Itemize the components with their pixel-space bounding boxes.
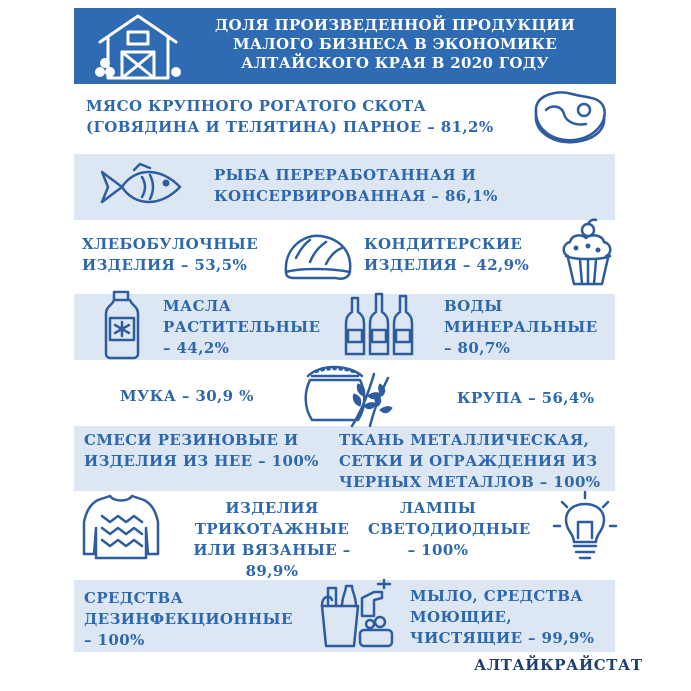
item-oil — [163, 296, 320, 359]
bottles-icon — [344, 292, 416, 358]
item-water — [444, 296, 598, 359]
item-water-line: – 80,7% — [444, 339, 511, 357]
item-metal-line: ТКАНЬ МЕТАЛЛИЧЕСКАЯ, — [339, 431, 590, 449]
item-metal-line: ЧЕРНЫХ МЕТАЛЛОВ – 100% — [339, 473, 601, 491]
item-oil-line: МАСЛА — [163, 297, 232, 315]
item-knit-line: ТРИКОТАЖНЫЕ — [194, 520, 350, 538]
item-metal-line: СЕТКИ И ОГРАЖДЕНИЯ ИЗ — [339, 452, 598, 470]
item-disinfect-line: СРЕДСТВА — [84, 589, 184, 607]
item-fish — [214, 165, 498, 207]
item-rubber-line: СМЕСИ РЕЗИНОВЫЕ И — [84, 431, 299, 449]
item-flour — [120, 386, 254, 407]
item-water-line: МИНЕРАЛЬНЫЕ — [444, 318, 598, 336]
item-rubber-line: ИЗДЕЛИЯ ИЗ НЕЕ – 100% — [84, 452, 319, 470]
item-knit-line: 89,9% — [245, 562, 299, 580]
light-bulb-icon — [552, 488, 618, 562]
item-knit-line: ИЗДЕЛИЯ — [225, 499, 319, 517]
item-knitwear — [188, 498, 356, 582]
item-confect-line: КОНДИТЕРСКИЕ — [364, 235, 523, 253]
oil-bottle-icon — [100, 290, 144, 360]
item-bread — [82, 234, 258, 276]
item-disinfectant — [84, 588, 293, 651]
item-fish-line: КОНСЕРВИРОВАННАЯ – 86,1% — [214, 187, 498, 205]
item-confect-line: ИЗДЕЛИЯ – 42,9% — [364, 256, 530, 274]
item-soap-line: МОЮЩИЕ, — [410, 608, 512, 626]
item-lamps-line: – 100% — [407, 541, 469, 559]
item-bread-line: ИЗДЕЛИЯ – 53,5% — [82, 256, 248, 274]
item-disinfect-line: – 100% — [84, 631, 145, 649]
item-flour-line: МУКА – 30,9 % — [120, 387, 254, 405]
item-soap — [410, 586, 594, 649]
item-rubber — [84, 430, 319, 472]
item-confectionery — [364, 234, 529, 276]
item-water-line: ВОДЫ — [444, 297, 503, 315]
item-metal — [339, 430, 600, 493]
item-meat-line: МЯСО КРУПНОГО РОГАТОГО СКОТА — [86, 97, 427, 115]
title-line-1: ДОЛЯ ПРОИЗВЕДЕННОЙ ПРОДУКЦИИ — [214, 16, 576, 34]
item-lamps — [368, 498, 531, 561]
item-meat — [86, 96, 494, 138]
item-lamps-line: ЛАМПЫ — [399, 499, 477, 517]
barn-icon — [92, 12, 184, 82]
fish-icon — [94, 160, 186, 214]
item-lamps-line: СВЕТОДИОДНЫЕ — [368, 520, 531, 538]
item-groats-line: КРУПА – 56,4% — [457, 389, 595, 407]
item-soap-line: МЫЛО, СРЕДСТВА — [410, 587, 583, 605]
item-knit-line: ИЛИ ВЯЗАНЫЕ – — [193, 541, 351, 559]
cleaning-supplies-icon — [318, 578, 396, 650]
sweater-icon — [80, 492, 162, 562]
item-fish-line: РЫБА ПЕРЕРАБОТАННАЯ И — [214, 166, 477, 184]
item-disinfect-line: ДЕЗИНФЕКЦИОННЫЕ — [84, 610, 293, 628]
cupcake-icon — [558, 218, 618, 290]
item-soap-line: ЧИСТЯЩИЕ – 99,9% — [410, 629, 595, 647]
title-line-2: МАЛОГО БИЗНЕСА В ЭКОНОМИКЕ — [232, 35, 558, 53]
bread-icon — [280, 228, 356, 286]
item-groats — [457, 388, 594, 409]
source-label: АЛТАЙКРАЙСТАТ — [474, 656, 643, 674]
page-title — [185, 16, 605, 73]
item-oil-line: РАСТИТЕЛЬНЫЕ — [163, 318, 321, 336]
wheat-icon — [346, 370, 396, 428]
item-meat-line: (ГОВЯДИНА И ТЕЛЯТИНА) ПАРНОЕ – 81,2% — [86, 118, 494, 136]
steak-icon — [528, 86, 610, 148]
item-bread-line: ХЛЕБОБУЛОЧНЫЕ — [82, 235, 259, 253]
title-line-3: АЛТАЙСКОГО КРАЯ В 2020 ГОДУ — [241, 54, 549, 72]
item-oil-line: – 44,2% — [163, 339, 230, 357]
